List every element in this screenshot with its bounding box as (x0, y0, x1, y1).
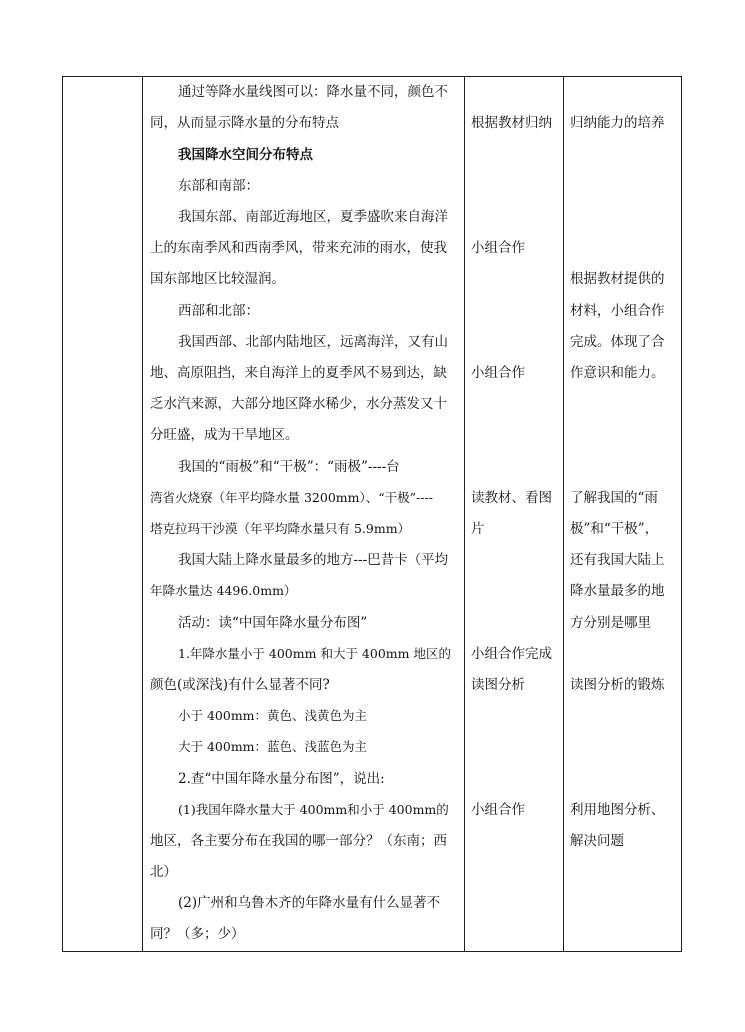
design-intent-line: 利用地图分析、 (570, 802, 665, 818)
student-activity-line: 小组合作完成 (471, 646, 552, 662)
design-intent-line: 作意识和能力。 (570, 365, 665, 381)
student-activity-line: 根据教材归纳 (471, 115, 552, 131)
content-line: 地区，各主要分布在我国的哪一部分？（东南；西 (150, 833, 447, 849)
design-intent-line: 根据教材提供的 (570, 271, 665, 287)
design-intent-line: 降水量最多的地 (570, 583, 665, 599)
design-intent-line: 极”和“干极”， (570, 521, 659, 537)
design-intent-line: 还有我国大陆上 (570, 552, 665, 568)
content-line: 塔克拉玛干沙漠（年平均降水量只有 5.9mm） (150, 521, 411, 536)
content-line: 颜色(或深浅)有什么显著不同? (150, 677, 330, 693)
student-activity-line: 读图分析 (471, 677, 525, 693)
student-activity-line: 小组合作 (471, 240, 525, 256)
design-intent-line: 解决问题 (570, 833, 624, 849)
design-intent-line: 了解我国的“雨 (570, 490, 658, 506)
design-intent-line: 归纳能力的培养 (570, 115, 665, 131)
design-intent-line: 读图分析的锻炼 (570, 677, 665, 693)
content-line: (1)我国年降水量大于 400mm和小于 400mm的 (178, 802, 449, 817)
content-line: 分旺盛，成为干旱地区。 (150, 427, 299, 443)
content-line: 年降水量达 4496.0mm） (150, 583, 297, 598)
design-intent-line: 方分别是哪里 (570, 615, 651, 631)
design-intent-line: 材料，小组合作 (570, 303, 665, 319)
content-line: 乏水汽来源，大部分地区降水稀少，水分蒸发又十 (150, 396, 447, 412)
content-line: 国东部地区比较湿润。 (150, 271, 285, 287)
content-line: 同，从而显示降水量的分布特点 (150, 115, 339, 131)
content-line: (2)广州和乌鲁木齐的年降水量有什么显著不 (178, 895, 441, 911)
column-divider (464, 77, 465, 951)
student-activity-line: 片 (471, 521, 485, 537)
student-activity-line: 小组合作 (471, 365, 525, 381)
column-divider (142, 77, 143, 951)
content-line: 我国大陆上降水量最多的地方---巴昔卡（平均 (178, 552, 449, 568)
content-line: 2.查“中国年降水量分布图”，说出: (178, 771, 385, 787)
content-line: 东部和南部： (178, 178, 259, 194)
content-line: 上的东南季风和西南季风，带来充沛的雨水，使我 (150, 240, 447, 256)
student-activity-line: 小组合作 (471, 802, 525, 818)
content-line: 同？（多；少） (150, 926, 245, 942)
content-line: 北） (150, 864, 177, 880)
content-line: 地、高原阻挡，来自海洋上的夏季风不易到达，缺 (150, 365, 447, 381)
content-line: 湾省火烧寮（年平均降水量 3200mm）、“干极”---- (150, 490, 433, 505)
column-divider (563, 77, 564, 951)
content-line: 我国的“雨极”和“干极”：“雨极”----台 (178, 459, 400, 475)
content-line: 通过等降水量线图可以：降水量不同，颜色不 (178, 84, 448, 100)
student-activity-line: 读教材、看图 (471, 490, 552, 506)
content-line: 活动：读“中国年降水量分布图” (178, 615, 368, 631)
content-line: 我国西部、北部内陆地区，远离海洋，又有山 (178, 334, 448, 350)
content-line: 小于 400mm：黄色、浅黄色为主 (178, 708, 368, 723)
content-line: 我国东部、南部近海地区，夏季盛吹来自海洋 (178, 209, 448, 225)
design-intent-line: 完成。体现了合 (570, 334, 665, 350)
section-heading: 我国降水空间分布特点 (178, 147, 313, 163)
content-line: 西部和北部： (178, 303, 259, 319)
content-line: 1.年降水量小于 400mm 和大于 400mm 地区的 (178, 646, 451, 661)
content-line: 大于 400mm：蓝色、浅蓝色为主 (178, 739, 368, 754)
